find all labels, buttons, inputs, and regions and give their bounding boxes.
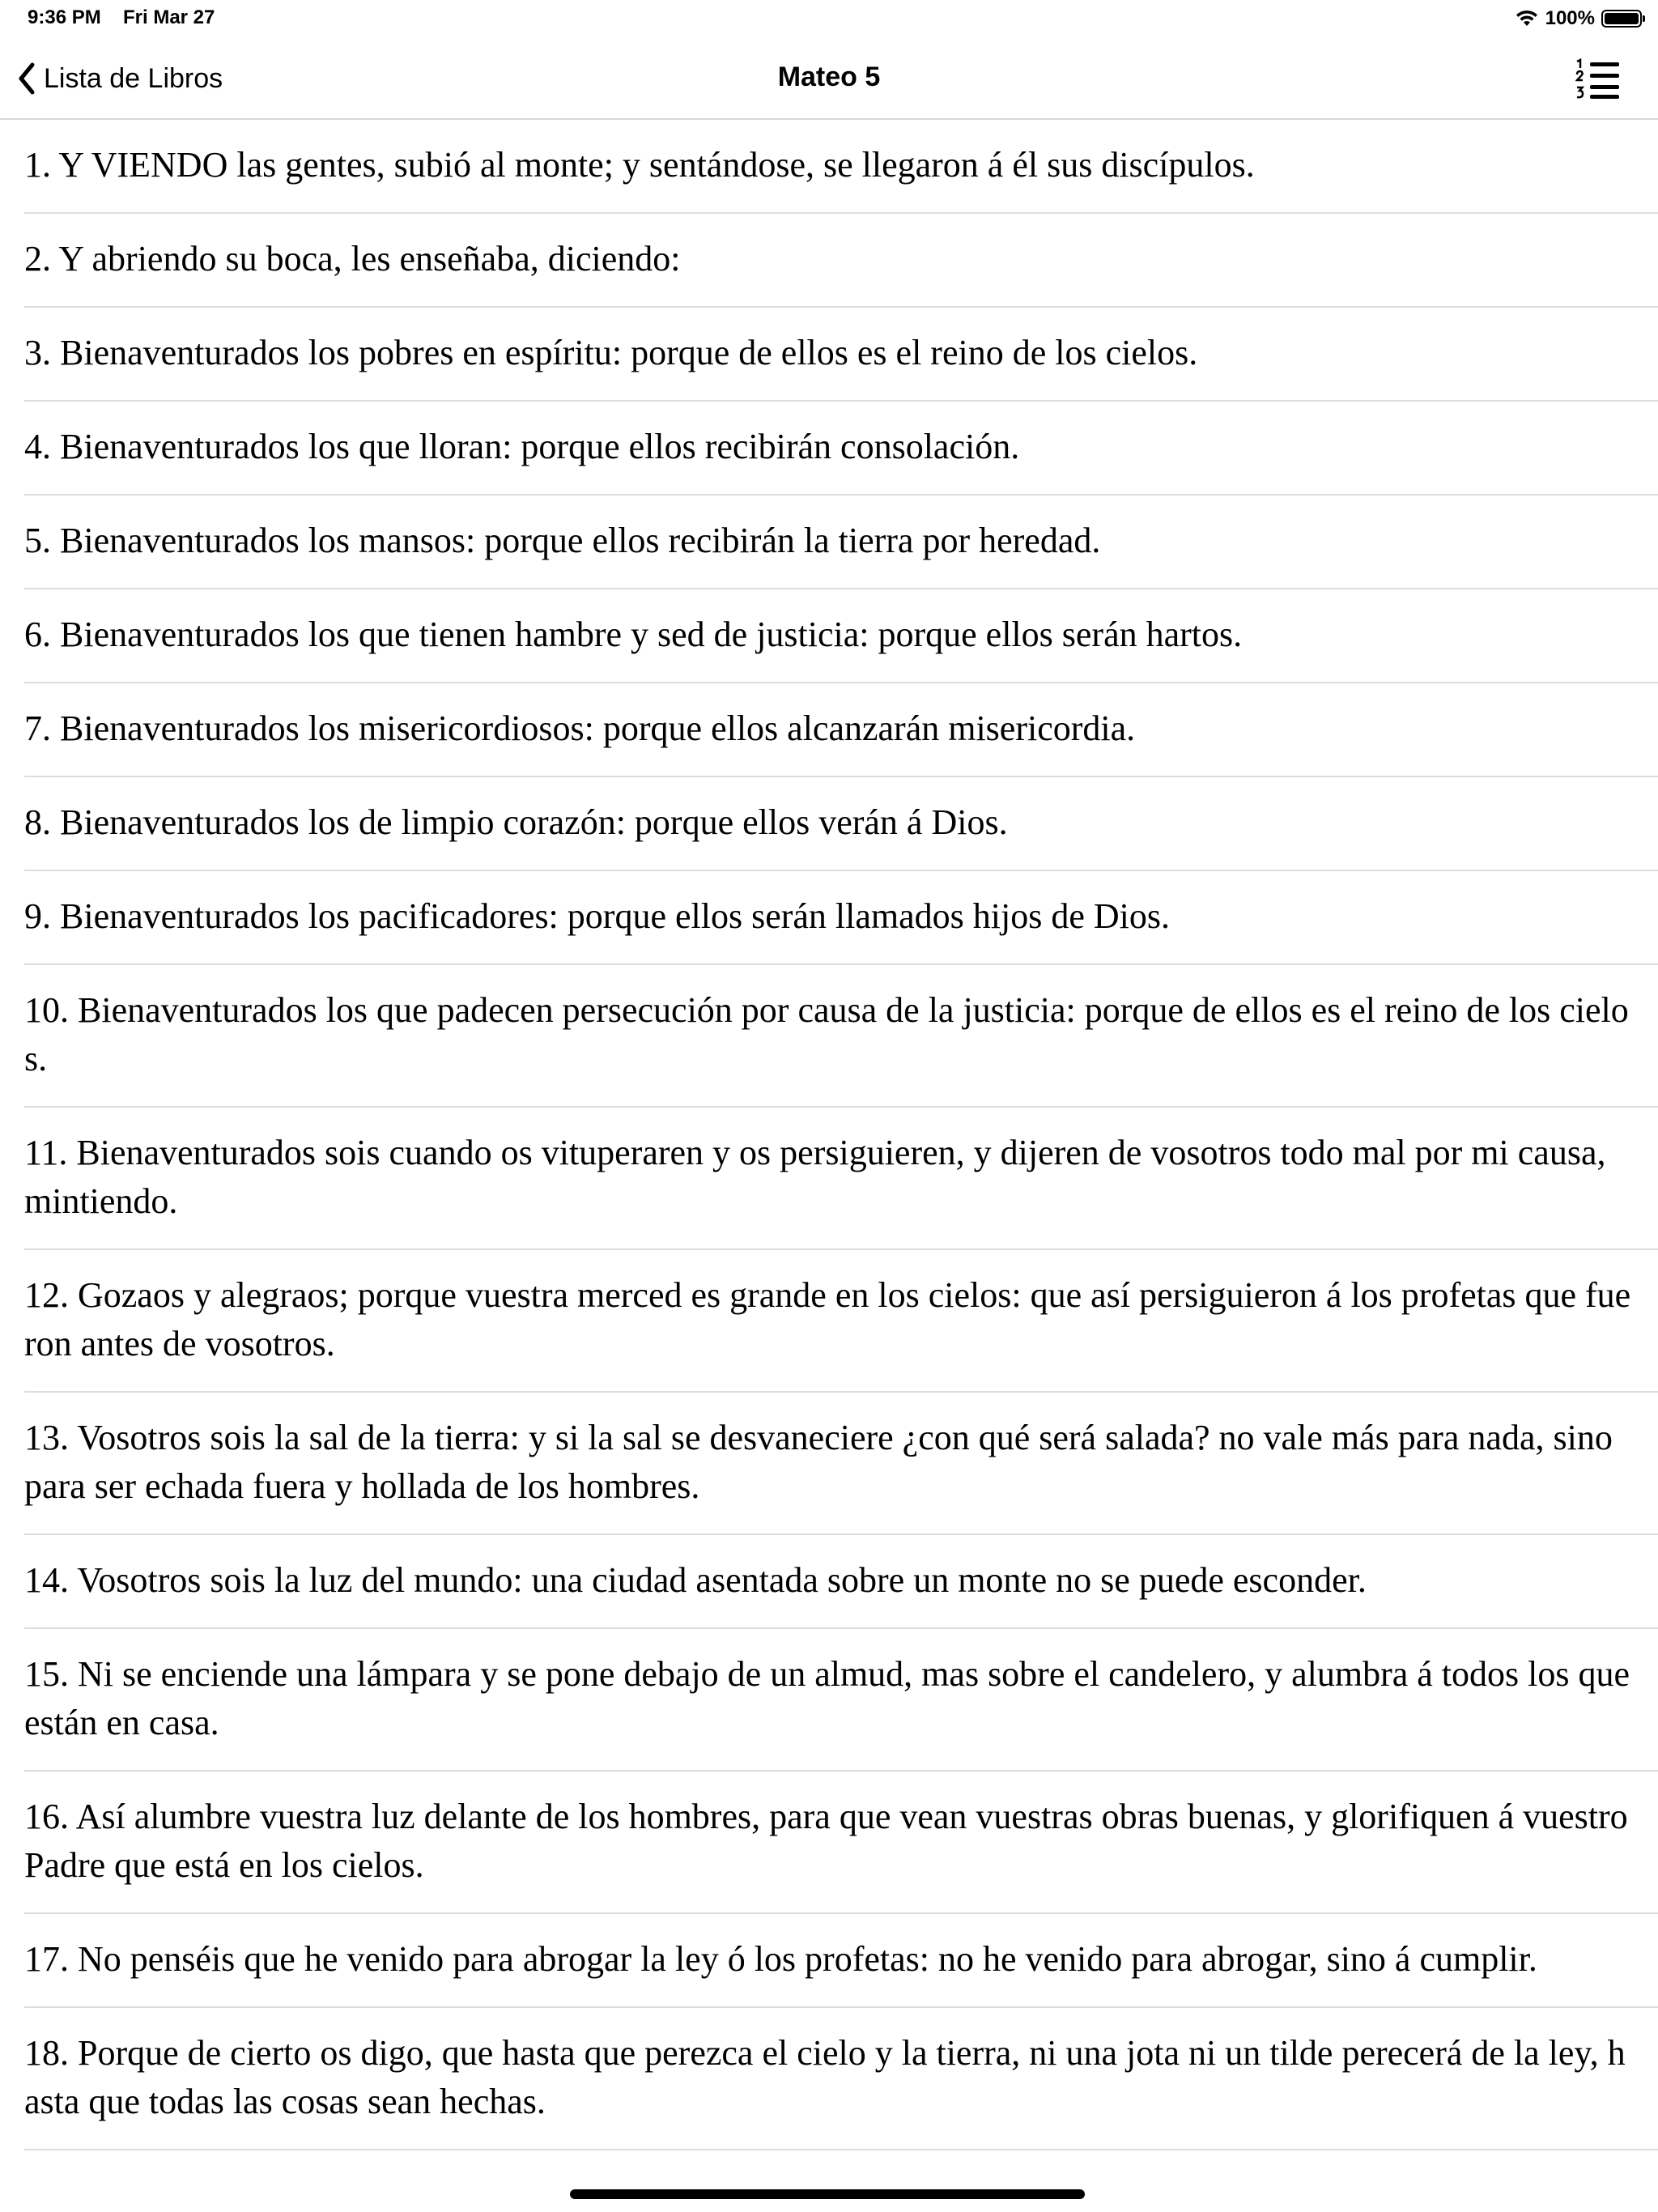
back-button-label: Lista de Libros [44, 62, 223, 94]
verse-row[interactable]: 12. Gozaos y alegraos; porque vuestra merced es grande en los cielos: que así persiguieron á los profetas que fueron antes de vosotros. [24, 1250, 1658, 1393]
battery-icon [1601, 10, 1642, 28]
home-indicator[interactable] [570, 2189, 1085, 2199]
page-title: Mateo 5 [777, 62, 881, 92]
numbered-list-icon [1575, 58, 1621, 100]
verse-row[interactable]: 9. Bienaventurados los pacificadores: porque ellos serán llamados hijos de Dios. [24, 871, 1658, 965]
verse-row[interactable]: 15. Ni se enciende una lámpara y se pone debajo de un almud, mas sobre el candelero, y alumbra á todos los que están en casa. [24, 1629, 1658, 1772]
verse-row[interactable]: 8. Bienaventurados los de limpio corazón: porque ellos verán á Dios. [24, 777, 1658, 871]
verse-list[interactable] [0, 120, 1658, 2212]
verse-row[interactable]: 18. Porque de cierto os digo, que hasta que perezca el cielo y la tierra, ni una jota ni un tilde perecerá de la ley, hasta que todas las cosas sean hechas. [24, 2008, 1658, 2150]
status-time: 9:36 PM [28, 6, 101, 28]
verse-row[interactable]: 16. Así alumbre vuestra luz delante de los hombres, para que vean vuestras obras buenas, y glorifiquen á vuestro Padre que está en los cielos. [24, 1772, 1658, 1914]
status-bar [0, 0, 1658, 37]
verse-row[interactable]: 11. Bienaventurados sois cuando os vituperaren y os persiguieren, y dijeren de vosotros todo mal por mi causa, mintiendo. [24, 1108, 1658, 1250]
verse-row[interactable]: 7. Bienaventurados los misericordiosos: porque ellos alcanzarán misericordia. [24, 683, 1658, 777]
verse-row[interactable]: 1. Y VIENDO las gentes, subió al monte; y sentándose, se llegaron á él sus discípulos. [24, 120, 1658, 214]
navigation-bar [0, 37, 1658, 120]
verse-row[interactable]: 17. No penséis que he venido para abrogar la ley ó los profetas: no he venido para abrogar, sino á cumplir. [24, 1914, 1658, 2008]
verse-row[interactable]: 3. Bienaventurados los pobres en espíritu: porque de ellos es el reino de los cielos. [24, 308, 1658, 402]
verse-row[interactable]: 4. Bienaventurados los que lloran: porque ellos recibirán consolación. [24, 402, 1658, 496]
status-date: Fri Mar 27 [123, 6, 215, 28]
battery-level-fill [1605, 13, 1639, 24]
wifi-icon [1515, 10, 1539, 28]
verse-row[interactable]: 6. Bienaventurados los que tienen hambre y sed de justicia: porque ellos serán hartos. [24, 589, 1658, 683]
verse-list-button[interactable] [1575, 58, 1621, 100]
verse-row[interactable]: 14. Vosotros sois la luz del mundo: una ciudad asentada sobre un monte no se puede esconder. [24, 1535, 1658, 1629]
verse-row[interactable]: 2. Y abriendo su boca, les enseñaba, diciendo: [24, 214, 1658, 308]
battery-percentage: 100% [1545, 7, 1595, 29]
verse-row[interactable]: 5. Bienaventurados los mansos: porque ellos recibirán la tierra por heredad. [24, 496, 1658, 589]
status-indicators [1515, 5, 1642, 32]
verse-row[interactable]: 13. Vosotros sois la sal de la tierra: y si la sal se desvaneciere ¿con qué será salada? no vale más para nada, sino para ser echada fuera y hollada de los hombres. [24, 1393, 1658, 1535]
verse-row[interactable]: 10. Bienaventurados los que padecen persecución por causa de la justicia: porque de ellos es el reino de los cielos. [24, 965, 1658, 1108]
